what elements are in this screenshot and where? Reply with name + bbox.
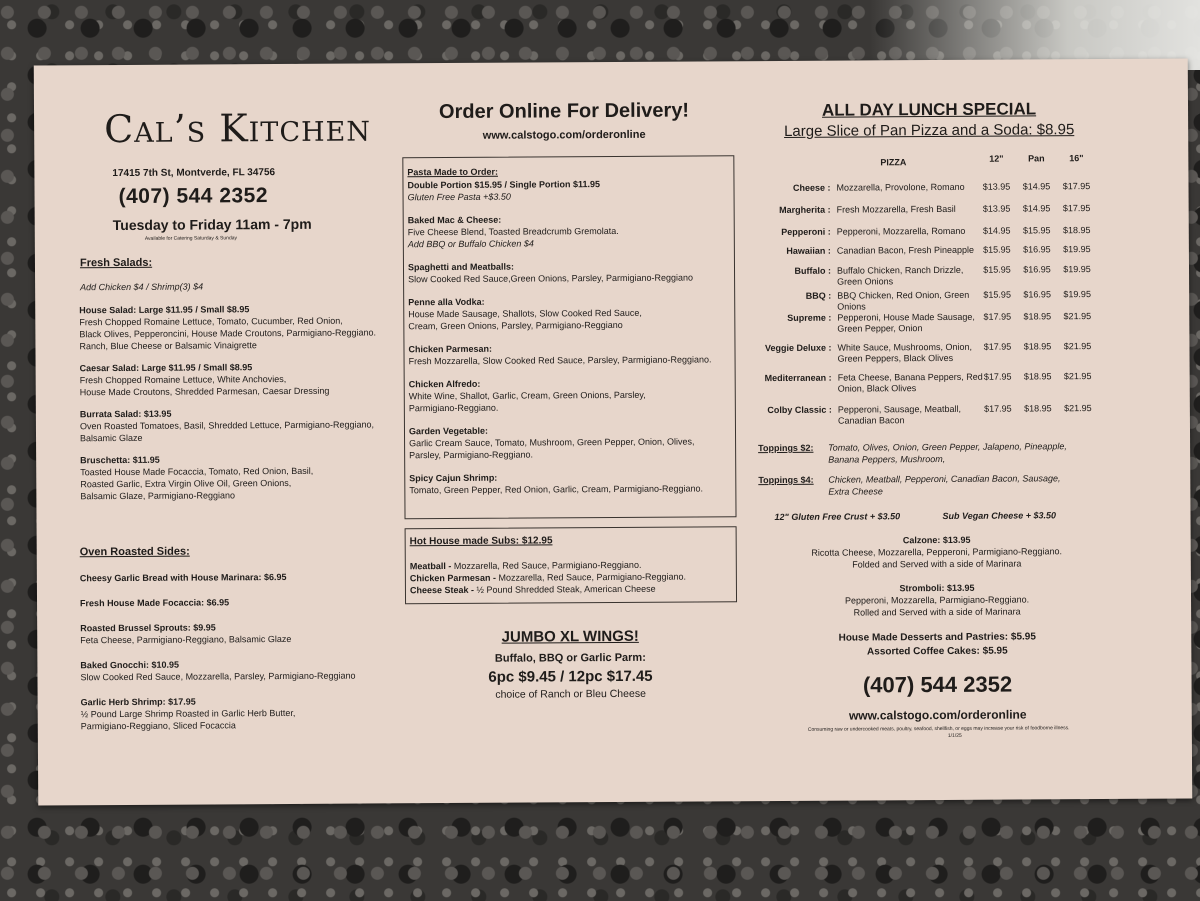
side-item (80, 595, 400, 609)
pizza-name: Buffalo : (794, 265, 832, 276)
pizza-toppings-line: BBQ Chicken, Red Onion, Green (837, 289, 970, 301)
pizza-heading: PIZZA (880, 157, 907, 168)
side-title: Baked Gnocchi: $10.95 (80, 659, 179, 671)
wings-price: 6pc $9.45 / 12pc $17.45 (488, 667, 653, 686)
pizza-row (748, 371, 1128, 394)
side-title: Cheesy Garlic Bread with House Marinara: $6.95 (79, 571, 287, 584)
pasta-desc: Fresh Mozzarella, Slow Cooked Red Sauce, Parsley, Parmigiano-Reggiano. (408, 354, 712, 367)
pizza-price: $17.95 (1062, 181, 1091, 192)
salad-desc: Toasted House Made Focaccia, Tomato, Red Onion, Basil, (80, 465, 314, 478)
pizza-toppings-line: Green Peppers, Black Olives (837, 352, 954, 364)
salads-addon: Add Chicken $4 / Shrimp(3) $4 (80, 281, 204, 293)
pasta-item (409, 423, 729, 461)
menu-sheet (34, 58, 1192, 805)
side-title: Garlic Herb Shrimp: $17.95 (80, 696, 196, 708)
pizza-price: $16.95 (1023, 244, 1051, 255)
pasta-title: Double Portion $15.95 / Single Portion $11.95 (407, 179, 601, 191)
pizza-name: BBQ : (805, 290, 832, 301)
pizza-name: Margherita : (779, 204, 831, 215)
pizza-price: $21.95 (1063, 311, 1092, 322)
size-16-header: 16" (1069, 153, 1084, 164)
pizza-toppings-line: Canadian Bacon, Fresh Pineapple (836, 244, 975, 256)
side-desc: Feta Cheese, Parmigiano-Reggiano, Balsamic Glaze (80, 633, 292, 646)
pizza-price: $17.95 (983, 311, 1012, 322)
salad-desc: Fresh Chopped Romaine Lettuce, Tomato, Cucumber, Red Onion, (79, 315, 343, 328)
pizza-price: $19.95 (1063, 264, 1091, 275)
salad-desc: Fresh Chopped Romaine Lettuce, White Anchovies, (79, 373, 287, 386)
salad-title: Bruschetta: $11.95 (80, 454, 160, 466)
pizza-price: $14.95 (982, 225, 1011, 236)
salad-desc: Balsamic Glaze, Parmigiano-Reggiano (80, 490, 235, 502)
pasta-title: Spicy Cajun Shrimp: (409, 472, 498, 484)
pizza-name: Pepperoni : (781, 226, 831, 237)
side-desc: Parmigiano-Reggiano, Sliced Focaccia (80, 720, 236, 732)
desserts-line: House Made Desserts and Pastries: $5.95 (838, 631, 1036, 644)
menu-code: 1/1/25 (947, 732, 962, 739)
pizza-price: $16.95 (1023, 289, 1051, 300)
pasta-desc: Add BBQ or Buffalo Chicken $4 (407, 238, 534, 250)
wings-heading: JUMBO XL WINGS! (501, 627, 639, 646)
side-desc: Slow Cooked Red Sauce, Mozzarella, Parsley, Parmigiano-Reggiano (80, 670, 356, 683)
pizza-price: $18.95 (1023, 311, 1052, 322)
pizza-row (746, 181, 1126, 193)
pasta-item (408, 212, 728, 250)
pizza-toppings (838, 404, 998, 427)
size-pan-header: Pan (1028, 153, 1045, 164)
pizza-toppings (837, 245, 997, 257)
pizza-toppings-line: White Sauce, Mushrooms, Onion, (837, 341, 973, 353)
pizza-name: Veggie Deluxe : (764, 342, 832, 354)
pizza-name: Hawaiian : (786, 245, 831, 256)
pasta-item (408, 294, 728, 332)
side-title: Roasted Brussel Sprouts: $9.95 (80, 622, 216, 634)
wings-dip-note: choice of Ranch or Bleu Cheese (495, 687, 646, 701)
pizza-price: $17.95 (1062, 203, 1091, 214)
toppings-4-line: Extra Cheese (828, 486, 883, 497)
toppings-2-line: Banana Peppers, Mushroom, (828, 453, 946, 465)
pizza-price: $17.95 (983, 341, 1012, 352)
pizza-price: $15.95 (983, 289, 1011, 300)
pizza-toppings-line: Pepperoni, Sausage, Meatball, (837, 403, 961, 415)
pizza-toppings-line: Feta Cheese, Banana Peppers, Red (837, 371, 983, 383)
pizza-toppings-line: Pepperoni, House Made Sausage, (837, 311, 975, 323)
pizza-toppings-line: Mozzarella, Provolone, Romano (836, 181, 965, 193)
sub-name: Cheese Steak - (409, 584, 475, 596)
pizza-toppings (837, 342, 997, 365)
pasta-desc: Cream, Green Onions, Parsley, Parmigiano-Reggiano (408, 319, 623, 332)
sides-heading: Oven Roasted Sides: (79, 545, 190, 559)
food-safety-disclaimer: Consuming raw or undercooked meats, poultry, seafood, shellfish, or eggs may increase your risk of foodborne illness. (807, 725, 1070, 733)
pizza-price: $13.95 (982, 181, 1011, 192)
calzone-line: Ricotta Cheese, Mozzarella, Pepperoni, Parmigiano-Reggiano. (811, 546, 1063, 558)
toppings-4-line: Chicken, Meatball, Pepperoni, Canadian Bacon, Sausage, (828, 473, 1061, 485)
pizza-toppings (838, 372, 998, 395)
salad-title: Caesar Salad: Large $11.95 / Small $8.95 (79, 362, 253, 374)
salad-desc: Ranch, Blue Cheese or Balsamic Vinaigrette (79, 340, 257, 352)
pizza-price: $13.95 (982, 203, 1011, 214)
subs-heading: Hot House made Subs: $12.95 (409, 535, 553, 548)
pizza-price: $14.95 (1022, 181, 1051, 192)
sub-desc: Mozzarella, Red Sauce, Parmigiano-Reggiano. (495, 571, 687, 583)
pasta-desc: Five Cheese Blend, Toasted Breadcrumb Gremolata. (407, 225, 619, 238)
sub-item (410, 570, 730, 584)
salad-item (79, 302, 399, 352)
vegan-cheese: Sub Vegan Cheese + $3.50 (942, 510, 1057, 521)
wings-flavors: Buffalo, BBQ or Garlic Parm: (494, 651, 646, 665)
salad-desc: Roasted Garlic, Extra Virgin Olive Oil, Green Onions, (80, 477, 292, 490)
side-item (80, 570, 400, 584)
pizza-toppings-line: Pepperoni, Mozzarella, Romano (836, 225, 966, 237)
pizza-row (747, 244, 1127, 256)
pizza-price: $15.95 (983, 264, 1011, 275)
coffee-cakes-line: Assorted Coffee Cakes: $5.95 (867, 645, 1008, 658)
restaurant-address: 17415 7th St, Montverde, FL 34756 (112, 167, 276, 180)
sub-name: Chicken Parmesan - (409, 572, 496, 584)
salad-item (80, 360, 400, 398)
bottom-url[interactable]: www.calstogo.com/orderonline (848, 707, 1027, 723)
pasta-title: Penne alla Vodka: (408, 296, 485, 308)
side-desc: ½ Pound Large Shrimp Roasted in Garlic Herb Butter, (80, 707, 296, 720)
opening-hours: Tuesday to Friday 11am - 7pm (112, 215, 312, 234)
calzone-line: Folded and Served with a side of Marinara (852, 558, 1022, 570)
pizza-price: $21.95 (1063, 371, 1092, 382)
pasta-title: Garden Vegetable: (408, 425, 489, 437)
pizza-name: Cheese : (792, 182, 831, 193)
pasta-item (409, 470, 729, 496)
side-title: Fresh House Made Focaccia: $6.95 (80, 597, 230, 609)
pizza-price: $19.95 (1063, 244, 1091, 255)
pizza-price: $21.95 (1063, 341, 1092, 352)
pizza-price: $21.95 (1064, 403, 1092, 414)
pizza-price: $18.95 (1062, 225, 1091, 236)
pasta-list (407, 177, 729, 507)
pizza-toppings-line: Onions (837, 301, 866, 312)
pasta-title: Chicken Alfredo: (408, 378, 481, 390)
pasta-heading: Pasta Made to Order: (407, 166, 498, 178)
pizza-row (747, 289, 1127, 312)
stromboli-line: Pepperoni, Mozzarella, Parmigiano-Reggiano. (844, 594, 1030, 606)
pizza-price: $14.95 (1022, 203, 1051, 214)
pizza-toppings (836, 182, 996, 194)
order-online-url[interactable]: www.calstogo.com/orderonline (482, 128, 646, 142)
salad-desc: Balsamic Glaze (79, 432, 143, 444)
pizza-toppings (837, 204, 997, 216)
pizza-price: $17.95 (984, 403, 1012, 414)
pizza-row (748, 403, 1128, 426)
sub-desc: ½ Pound Shredded Steak, American Cheese (473, 583, 656, 595)
pizza-price: $18.95 (1023, 341, 1052, 352)
calzone-desc (787, 545, 1087, 571)
sides-list (80, 570, 401, 745)
pizza-toppings (837, 290, 997, 313)
restaurant-phone: (407) 544 2352 (118, 184, 269, 209)
bottom-phone: (407) 544 2352 (862, 671, 1013, 698)
salad-desc: Oven Roasted Tomatoes, Basil, Shredded Lettuce, Parmigiano-Reggiano, (79, 419, 374, 432)
pizza-price: $15.95 (983, 244, 1011, 255)
stromboli-line: Rolled and Served with a side of Marinara (853, 606, 1021, 618)
pizza-row (747, 264, 1127, 287)
sub-item (410, 582, 730, 596)
pasta-desc: Parmigiano-Reggiano. (408, 402, 499, 414)
pasta-desc: White Wine, Shallot, Garlic, Cream, Green Onions, Parsley, (408, 389, 646, 402)
side-item (80, 657, 400, 683)
catering-note: Available for Catering Saturday & Sunday (144, 235, 238, 242)
pizza-table (746, 153, 1148, 425)
salad-title: House Salad: Large $11.95 / Small $8.95 (79, 304, 250, 316)
pasta-desc: Tomato, Green Pepper, Red Onion, Garlic, Cream, Parmigiano-Reggiano. (409, 483, 704, 496)
salads-heading: Fresh Salads: (79, 256, 153, 270)
salad-desc: Black Olives, Pepperoncini, House Made Croutons, Parmigiano-Reggiano. (79, 327, 377, 340)
pizza-price: $18.95 (1023, 371, 1052, 382)
lunch-special-heading: ALL DAY LUNCH SPECIAL (821, 99, 1037, 120)
pizza-toppings (837, 312, 997, 335)
pasta-item (407, 177, 727, 203)
pizza-row (747, 203, 1127, 215)
pasta-title: Chicken Parmesan: (408, 343, 493, 355)
sub-name: Meatball - (409, 560, 452, 572)
pasta-desc: House Made Sausage, Shallots, Slow Cooked Red Sauce, (408, 307, 642, 320)
pizza-toppings (837, 265, 997, 288)
sub-desc: Mozzarella, Red Sauce, Parmigiano-Reggiano. (451, 559, 642, 571)
calzone-title: Calzone: $13.95 (902, 534, 971, 546)
pasta-desc: Gluten Free Pasta +$3.50 (407, 191, 511, 203)
pizza-row (747, 311, 1127, 334)
pizza-toppings-line: Fresh Mozzarella, Fresh Basil (836, 203, 956, 215)
pasta-item (408, 259, 728, 285)
pasta-title: Baked Mac & Cheese: (407, 214, 502, 226)
pizza-toppings-line: Green Onions (837, 276, 894, 287)
pizza-price: $19.95 (1063, 289, 1091, 300)
pizza-name: Supreme : (787, 312, 832, 323)
toppings-2-line: Tomato, Olives, Onion, Green Pepper, Jalapeno, Pineapple, (828, 441, 1067, 453)
toppings-4-label: Toppings $4: (758, 474, 814, 486)
pizza-price: $18.95 (1024, 403, 1052, 414)
pasta-title: Spaghetti and Meatballs: (407, 261, 515, 273)
pizza-toppings-line: Canadian Bacon (837, 415, 905, 426)
salad-title: Burrata Salad: $13.95 (79, 408, 172, 420)
pasta-desc: Parsley, Parmigiano-Reggiano. (409, 449, 534, 461)
toppings-2-list (828, 440, 1118, 466)
subs-box (405, 526, 737, 604)
pizza-row (747, 341, 1127, 364)
side-item (80, 620, 400, 646)
pizza-toppings-line: Buffalo Chicken, Ranch Drizzle, (836, 264, 964, 276)
salad-item (80, 406, 400, 444)
stromboli-desc (787, 593, 1087, 619)
size-12-header: 12" (989, 153, 1004, 164)
toppings-2-label: Toppings $2: (758, 442, 814, 454)
pizza-toppings-line: Green Pepper, Onion (837, 323, 923, 334)
pasta-desc: Garlic Cream Sauce, Tomato, Mushroom, Green Pepper, Onion, Olives, (409, 436, 695, 449)
stromboli-title: Stromboli: $13.95 (899, 582, 975, 594)
pasta-item (408, 341, 728, 367)
pizza-name: Mediterranean : (764, 372, 832, 384)
salad-item (80, 452, 400, 502)
pizza-name: Colby Classic : (767, 404, 832, 416)
toppings-4-list (828, 472, 1118, 498)
pizza-row (747, 225, 1127, 237)
restaurant-name: Cal’s Kitchen (104, 105, 372, 152)
pasta-box (402, 155, 736, 519)
pizza-toppings (837, 226, 997, 238)
subs-list (410, 558, 730, 596)
side-item (81, 694, 401, 732)
pasta-item (409, 376, 729, 414)
lunch-special-offer: Large Slice of Pan Pizza and a Soda: $8.95 (784, 121, 1075, 140)
pizza-toppings-line: Onion, Black Olives (837, 383, 917, 394)
salads-list (79, 302, 400, 502)
pizza-price: $15.95 (1022, 225, 1051, 236)
gluten-free-crust: 12" Gluten Free Crust + $3.50 (774, 511, 901, 523)
pasta-desc: Slow Cooked Red Sauce,Green Onions, Parsley, Parmigiano-Reggiano (408, 272, 694, 285)
pizza-price: $16.95 (1023, 264, 1051, 275)
salad-desc: House Made Croutons, Shredded Parmesan, Caesar Dressing (79, 385, 330, 398)
pizza-price: $17.95 (983, 371, 1012, 382)
delivery-heading: Order Online For Delivery! (438, 99, 690, 124)
